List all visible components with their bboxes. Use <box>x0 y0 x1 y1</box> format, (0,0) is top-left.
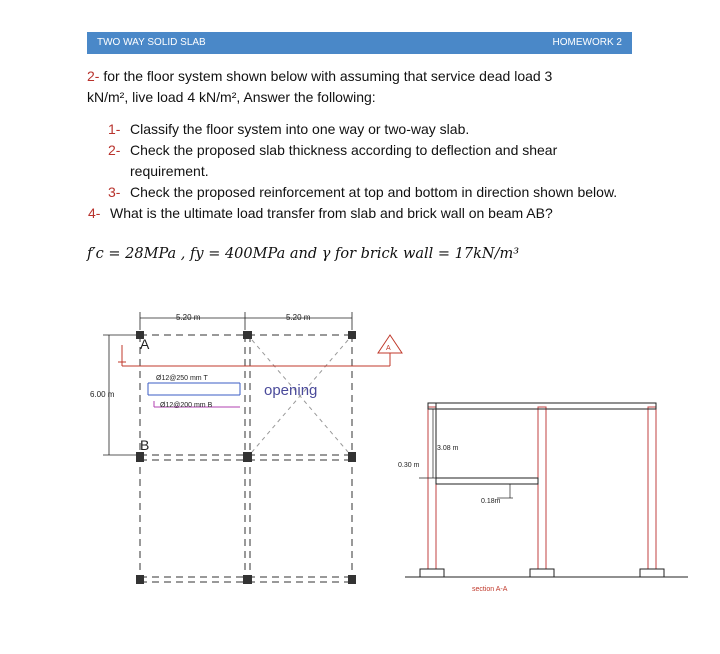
dim-span-2: 5.20 m <box>286 313 311 322</box>
point-b-label: B <box>140 437 150 453</box>
question-text: Check the proposed reinforcement at top and bottom in direction shown below. <box>130 184 618 200</box>
rebar-bottom-label: Ø12@200 mm B <box>160 402 213 409</box>
section-title: section A-A <box>472 586 508 593</box>
intro-line-2: kN/m², live load 4 kN/m², Answer the following: <box>87 89 376 105</box>
question-text: What is the ultimate load transfer from slab and brick wall on beam AB? <box>110 205 553 221</box>
slab-thickness-label: 0.30 m <box>398 462 420 469</box>
dim-span-1: 5.20 m <box>176 313 201 322</box>
rebar-top-label: Ø12@250 mm T <box>156 375 208 382</box>
question-number: 2- <box>108 142 121 158</box>
opening-label: opening <box>264 382 318 399</box>
header-title: TWO WAY SOLID SLAB <box>97 37 206 48</box>
question-number: 3- <box>108 184 121 200</box>
problem-number: 2- <box>87 68 100 84</box>
dim-height: 6.00 m <box>90 390 115 399</box>
point-a-label: A <box>140 336 150 352</box>
section-view <box>405 403 688 577</box>
design-parameters: f′c = 28MPa , fy = 400MPa and γ for brick wall = 17kN/m³ <box>87 246 520 262</box>
question-text: Check the proposed slab thickness according to deflection and shear requirement. <box>130 142 558 179</box>
beam-width-label: 0.18m <box>481 498 501 505</box>
question-number: 1- <box>108 121 121 137</box>
section-tag-label: A <box>386 345 391 352</box>
intro-line-1: for the floor system shown below with assuming that service dead load 3 <box>99 68 553 84</box>
question-text: Classify the floor system into one way or two-way slab. <box>130 121 470 137</box>
header-homework: HOMEWORK 2 <box>552 37 622 48</box>
question-number: 4- <box>88 205 101 221</box>
section-height-label: 3.08 m <box>437 445 459 452</box>
